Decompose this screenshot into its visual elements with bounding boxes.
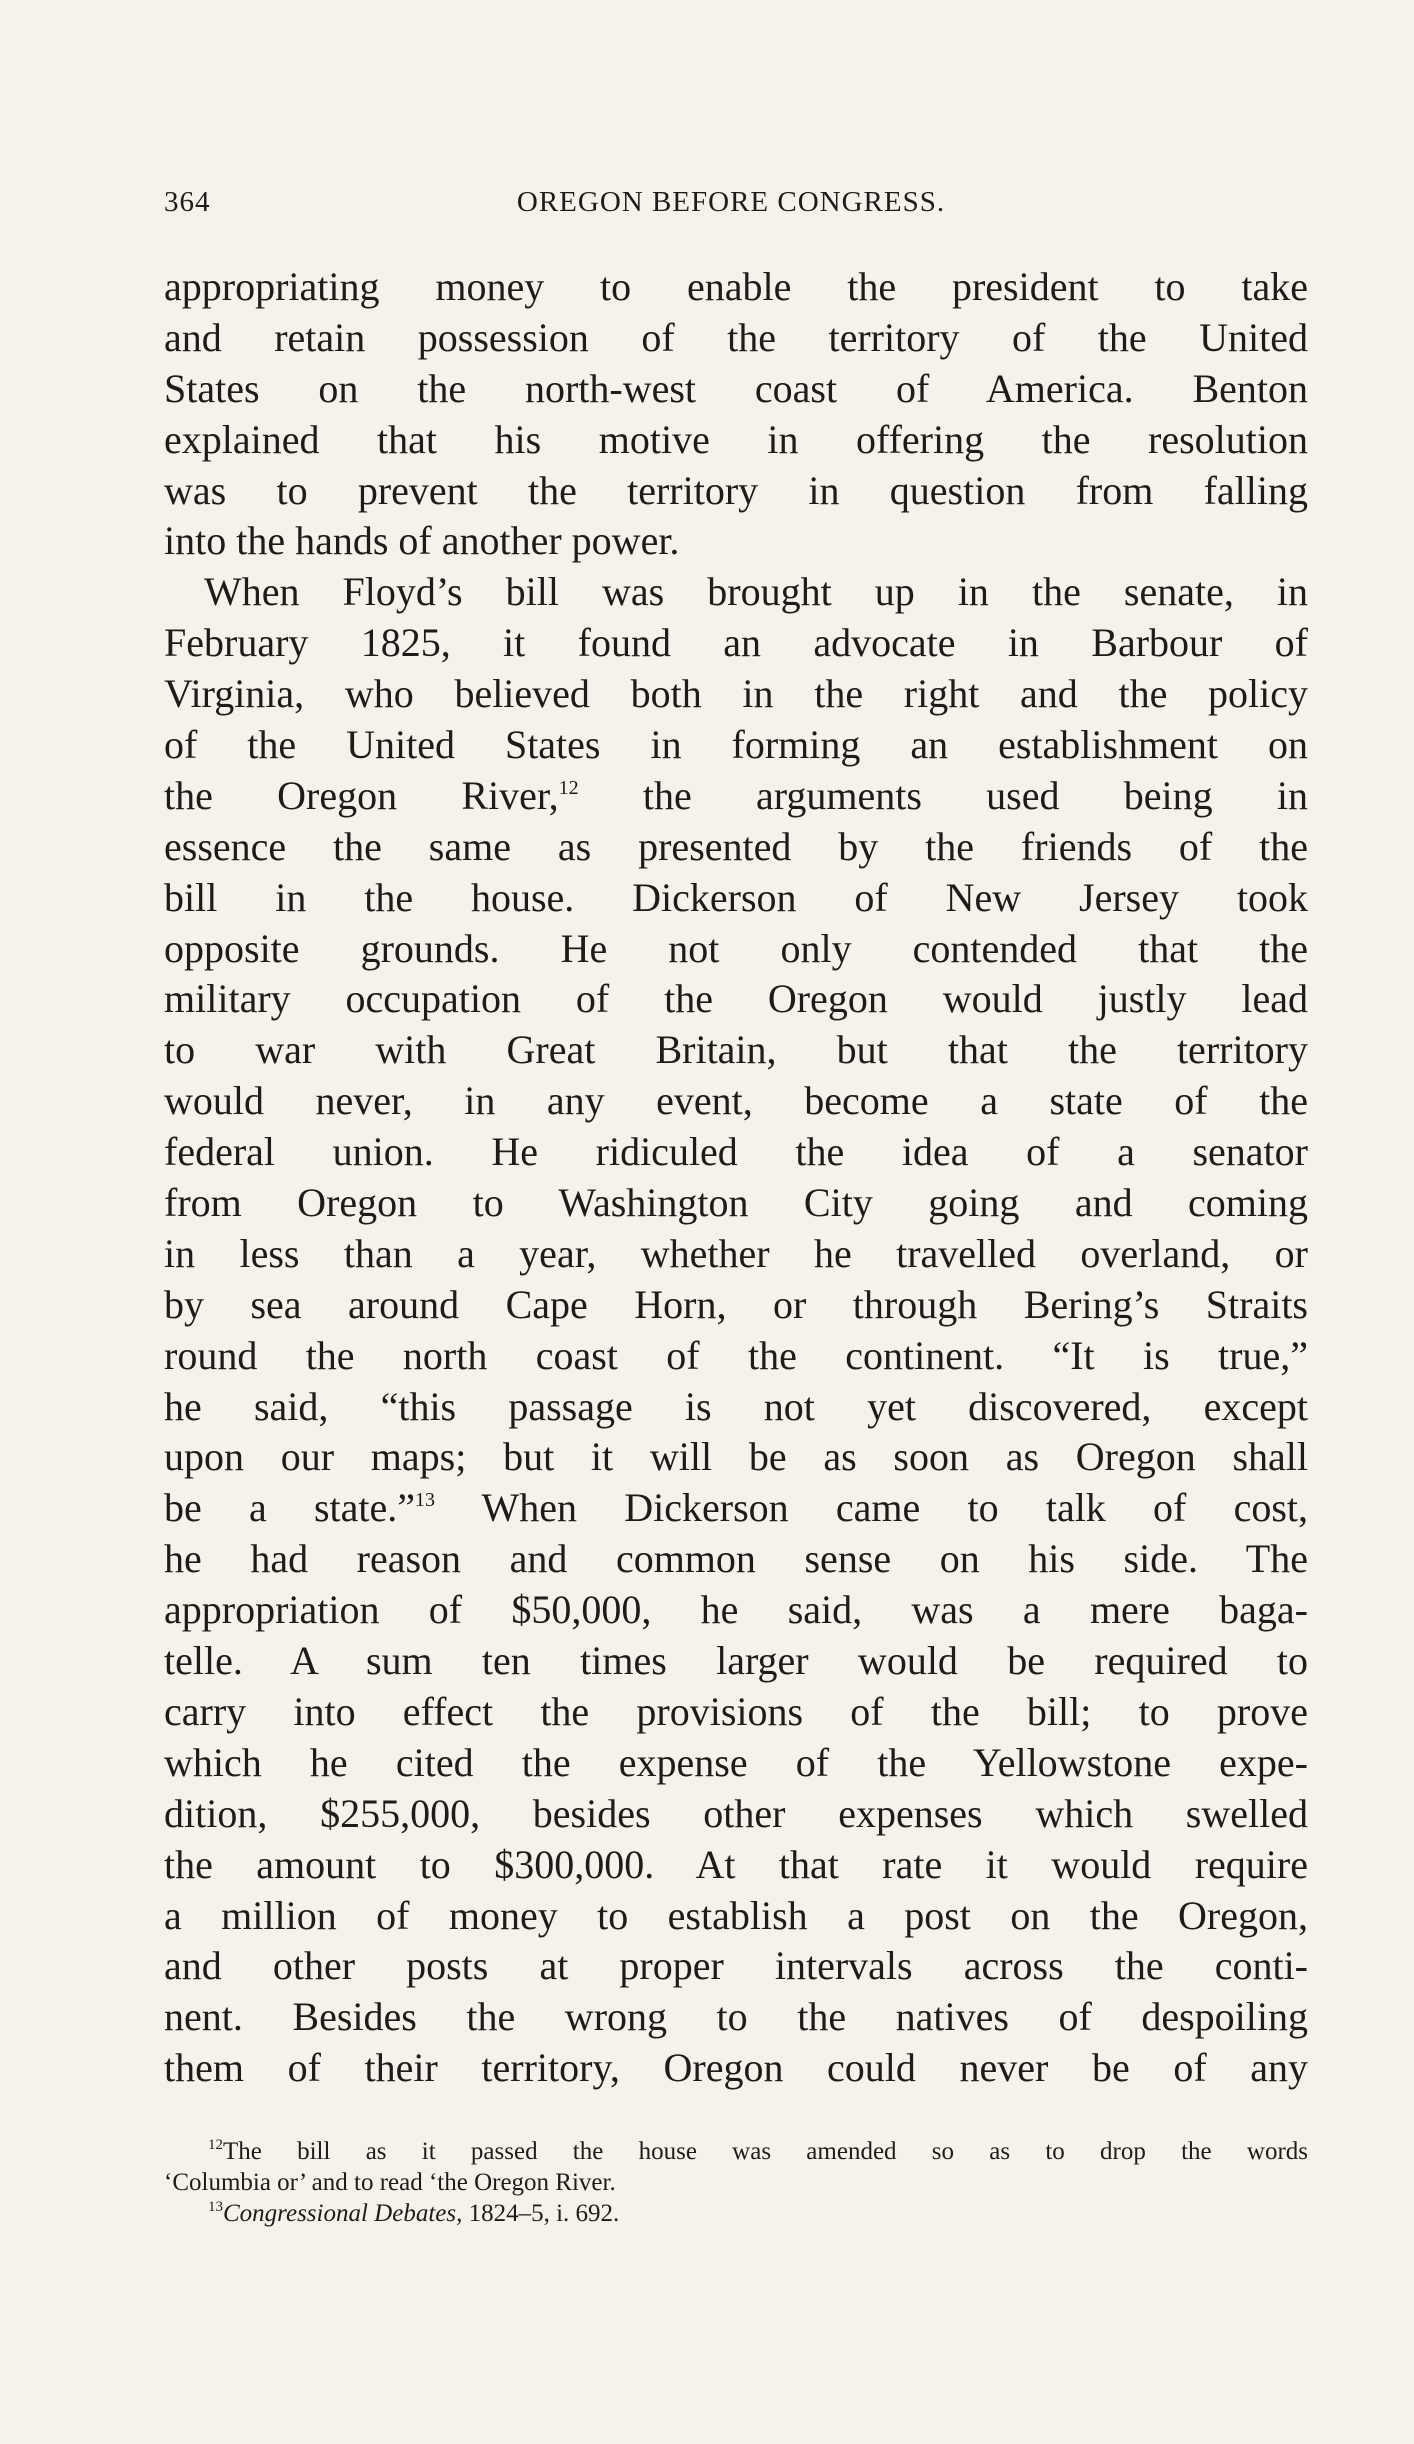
text-line: appropriation of $50,000, he said, was a mere baga- xyxy=(164,1587,1308,1633)
text-line: he had reason and common sense on his side. The xyxy=(164,1536,1308,1582)
text-line: and other posts at proper intervals across the conti- xyxy=(164,1943,1308,1989)
text-line: the amount to $300,000. At that rate it would require xyxy=(164,1841,1308,1887)
text-line: appropriating money to enable the president to take xyxy=(164,264,1308,309)
text-line: opposite grounds. He not only contended that the xyxy=(164,925,1308,971)
text-line: Virginia, who believed both in the right and the policy xyxy=(164,671,1308,717)
text-line: to war with Great Britain, but that the territory xyxy=(164,1027,1308,1073)
footnote-12-continued: ‘Columbia or’ and to read ‘the Oregon River. xyxy=(164,2169,616,2196)
text-line: dition, $255,000, besides other expenses which swelled xyxy=(164,1790,1308,1836)
footnote-source-title: Congressional Debates, xyxy=(223,2200,463,2227)
text-line-with-footnote-ref xyxy=(164,1483,1308,1534)
running-title: OREGON BEFORE CONGRESS. xyxy=(516,186,946,218)
text-line: upon our maps; but it will be as soon as Oregon shall xyxy=(164,1434,1308,1480)
text-line: them of their territory, Oregon could never be of any xyxy=(164,2045,1308,2091)
text-segment: the Oregon River, xyxy=(164,772,559,818)
text-line: in less than a year, whether he travelled overland, or xyxy=(164,1230,1308,1276)
running-head xyxy=(164,186,1298,226)
text-line: When Floyd’s bill was brought up in the senate, in xyxy=(204,569,1308,615)
text-line: essence the same as presented by the friends of the xyxy=(164,823,1308,869)
text-line: States on the north-west coast of America. Benton xyxy=(164,365,1308,411)
text-line: from Oregon to Washington City going and coming xyxy=(164,1180,1308,1226)
text-line: into the hands of another power. xyxy=(164,518,680,564)
text-line: federal union. He ridiculed the idea of a senator xyxy=(164,1129,1308,1175)
text-line: telle. A sum ten times larger would be required to xyxy=(164,1638,1308,1684)
footnote-marker-12: 12 xyxy=(208,2137,223,2153)
text-line: and retain possession of the territory of the United xyxy=(164,314,1308,360)
text-segment: the arguments used being in xyxy=(642,772,1309,818)
footnotes xyxy=(164,2136,1308,2229)
footnote-text: The bill as it passed the house was amended so as to drop the words xyxy=(223,2138,1308,2165)
footnote-marker-13: 13 xyxy=(208,2199,223,2215)
text-segment: When Dickerson came to talk of cost, xyxy=(481,1485,1309,1531)
text-line: carry into effect the provisions of the bill; to prove xyxy=(164,1688,1308,1734)
text-line: was to prevent the territory in question from falling xyxy=(164,467,1308,513)
text-line: February 1825, it found an advocate in Barbour of xyxy=(164,620,1308,666)
footnote-text: 1824–5, i. 692. xyxy=(462,2200,620,2227)
text-line-with-footnote-ref xyxy=(164,771,1308,822)
text-line: a million of money to establish a post on the Oregon, xyxy=(164,1892,1308,1938)
text-line: which he cited the expense of the Yellowstone expe- xyxy=(164,1739,1308,1785)
text-line: explained that his motive in offering the resolution xyxy=(164,416,1308,462)
footnote-12 xyxy=(164,2136,1308,2167)
body-text xyxy=(164,262,1308,2094)
text-line: he said, “this passage is not yet discovered, except xyxy=(164,1383,1308,1429)
page-number: 364 xyxy=(164,186,211,218)
text-line: bill in the house. Dickerson of New Jersey took xyxy=(164,874,1308,920)
footnote-ref-13: 13 xyxy=(415,1489,436,1512)
text-line: by sea around Cape Horn, or through Bering’s Straits xyxy=(164,1281,1308,1327)
footnote-13 xyxy=(164,2198,1308,2229)
text-line: military occupation of the Oregon would justly lead xyxy=(164,976,1308,1022)
footnote-ref-12: 12 xyxy=(558,776,579,799)
text-line: nent. Besides the wrong to the natives of despoiling xyxy=(164,1994,1308,2040)
text-line: would never, in any event, become a state of the xyxy=(164,1078,1308,1124)
text-segment: be a state.” xyxy=(164,1485,416,1531)
text-line: round the north coast of the continent. “It is true,” xyxy=(164,1332,1308,1378)
text-line: of the United States in forming an establishment on xyxy=(164,722,1308,768)
